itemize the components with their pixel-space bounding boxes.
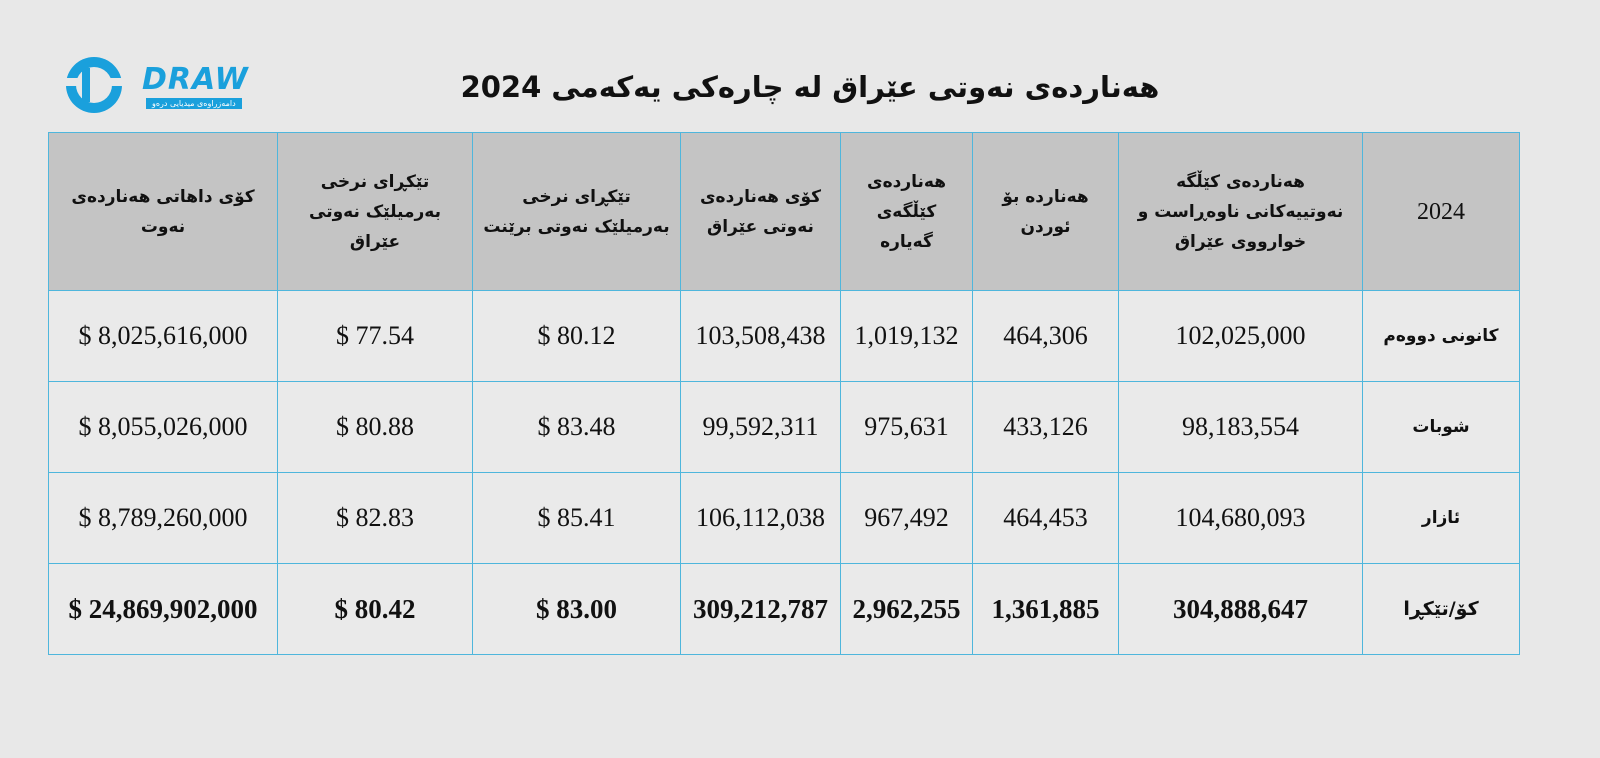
total-brent-price: $ 83.00 xyxy=(473,564,681,655)
table-row xyxy=(49,473,1520,564)
cell-iraq-price: $ 80.88 xyxy=(278,382,473,473)
cell-qayyarah: 967,492 xyxy=(841,473,973,564)
cell-brent-price: $ 85.41 xyxy=(473,473,681,564)
header-row xyxy=(49,133,1520,291)
cell-total-exports: 103,508,438 xyxy=(681,291,841,382)
total-label: کۆ/تێکڕا xyxy=(1363,564,1520,655)
logo-circle-icon xyxy=(64,54,144,116)
cell-month: شوبات xyxy=(1363,382,1520,473)
cell-jordan: 433,126 xyxy=(973,382,1119,473)
header-total-revenue: کۆی داهاتی هەناردەی نەوت xyxy=(49,133,278,291)
header-total-iraq-exports: کۆی هەناردەی نەوتی عێراق xyxy=(681,133,841,291)
cell-total-revenue: $ 8,055,026,000 xyxy=(49,382,278,473)
header-qayyarah-exports: هەناردەی کێڵگەی گەیارە xyxy=(841,133,973,291)
header-iraq-barrel-price: تێکڕای نرخی بەرمیلێک نەوتی عێراق xyxy=(278,133,473,291)
cell-central-south: 102,025,000 xyxy=(1119,291,1363,382)
cell-month: کانونی دووەم xyxy=(1363,291,1520,382)
table-row xyxy=(49,382,1520,473)
draw-logo xyxy=(64,54,254,116)
cell-qayyarah: 1,019,132 xyxy=(841,291,973,382)
cell-jordan: 464,306 xyxy=(973,291,1119,382)
cell-jordan: 464,453 xyxy=(973,473,1119,564)
logo-subtitle: دامەزراوەی میدیایی درەو xyxy=(146,98,242,109)
cell-iraq-price: $ 77.54 xyxy=(278,291,473,382)
total-qayyarah: 2,962,255 xyxy=(841,564,973,655)
cell-total-revenue: $ 8,789,260,000 xyxy=(49,473,278,564)
table-row xyxy=(49,291,1520,382)
header-year: 2024 xyxy=(1363,133,1520,291)
total-row xyxy=(49,564,1520,655)
page-title: هەناردەی نەوتی عێراق لە چارەکی یەکەمی 2024 xyxy=(460,70,1160,104)
total-exports: 309,212,787 xyxy=(681,564,841,655)
total-revenue: $ 24,869,902,000 xyxy=(49,564,278,655)
header-brent-barrel-price: تێکڕای نرخی بەرمیلێک نەوتی برێنت xyxy=(473,133,681,291)
total-central-south: 304,888,647 xyxy=(1119,564,1363,655)
oil-export-table xyxy=(48,132,1520,655)
header-central-south-exports: هەناردەی کێڵگە نەوتییەکانی ناوەڕاست و خوارووی عێراق xyxy=(1119,133,1363,291)
logo-text: DRAW xyxy=(142,62,249,97)
cell-brent-price: $ 80.12 xyxy=(473,291,681,382)
cell-month: ئازار xyxy=(1363,473,1520,564)
cell-total-exports: 99,592,311 xyxy=(681,382,841,473)
total-iraq-price: $ 80.42 xyxy=(278,564,473,655)
cell-total-exports: 106,112,038 xyxy=(681,473,841,564)
cell-total-revenue: $ 8,025,616,000 xyxy=(49,291,278,382)
cell-central-south: 98,183,554 xyxy=(1119,382,1363,473)
cell-central-south: 104,680,093 xyxy=(1119,473,1363,564)
cell-iraq-price: $ 82.83 xyxy=(278,473,473,564)
total-jordan: 1,361,885 xyxy=(973,564,1119,655)
cell-brent-price: $ 83.48 xyxy=(473,382,681,473)
header-jordan-exports: هەناردە بۆ ئوردن xyxy=(973,133,1119,291)
cell-qayyarah: 975,631 xyxy=(841,382,973,473)
